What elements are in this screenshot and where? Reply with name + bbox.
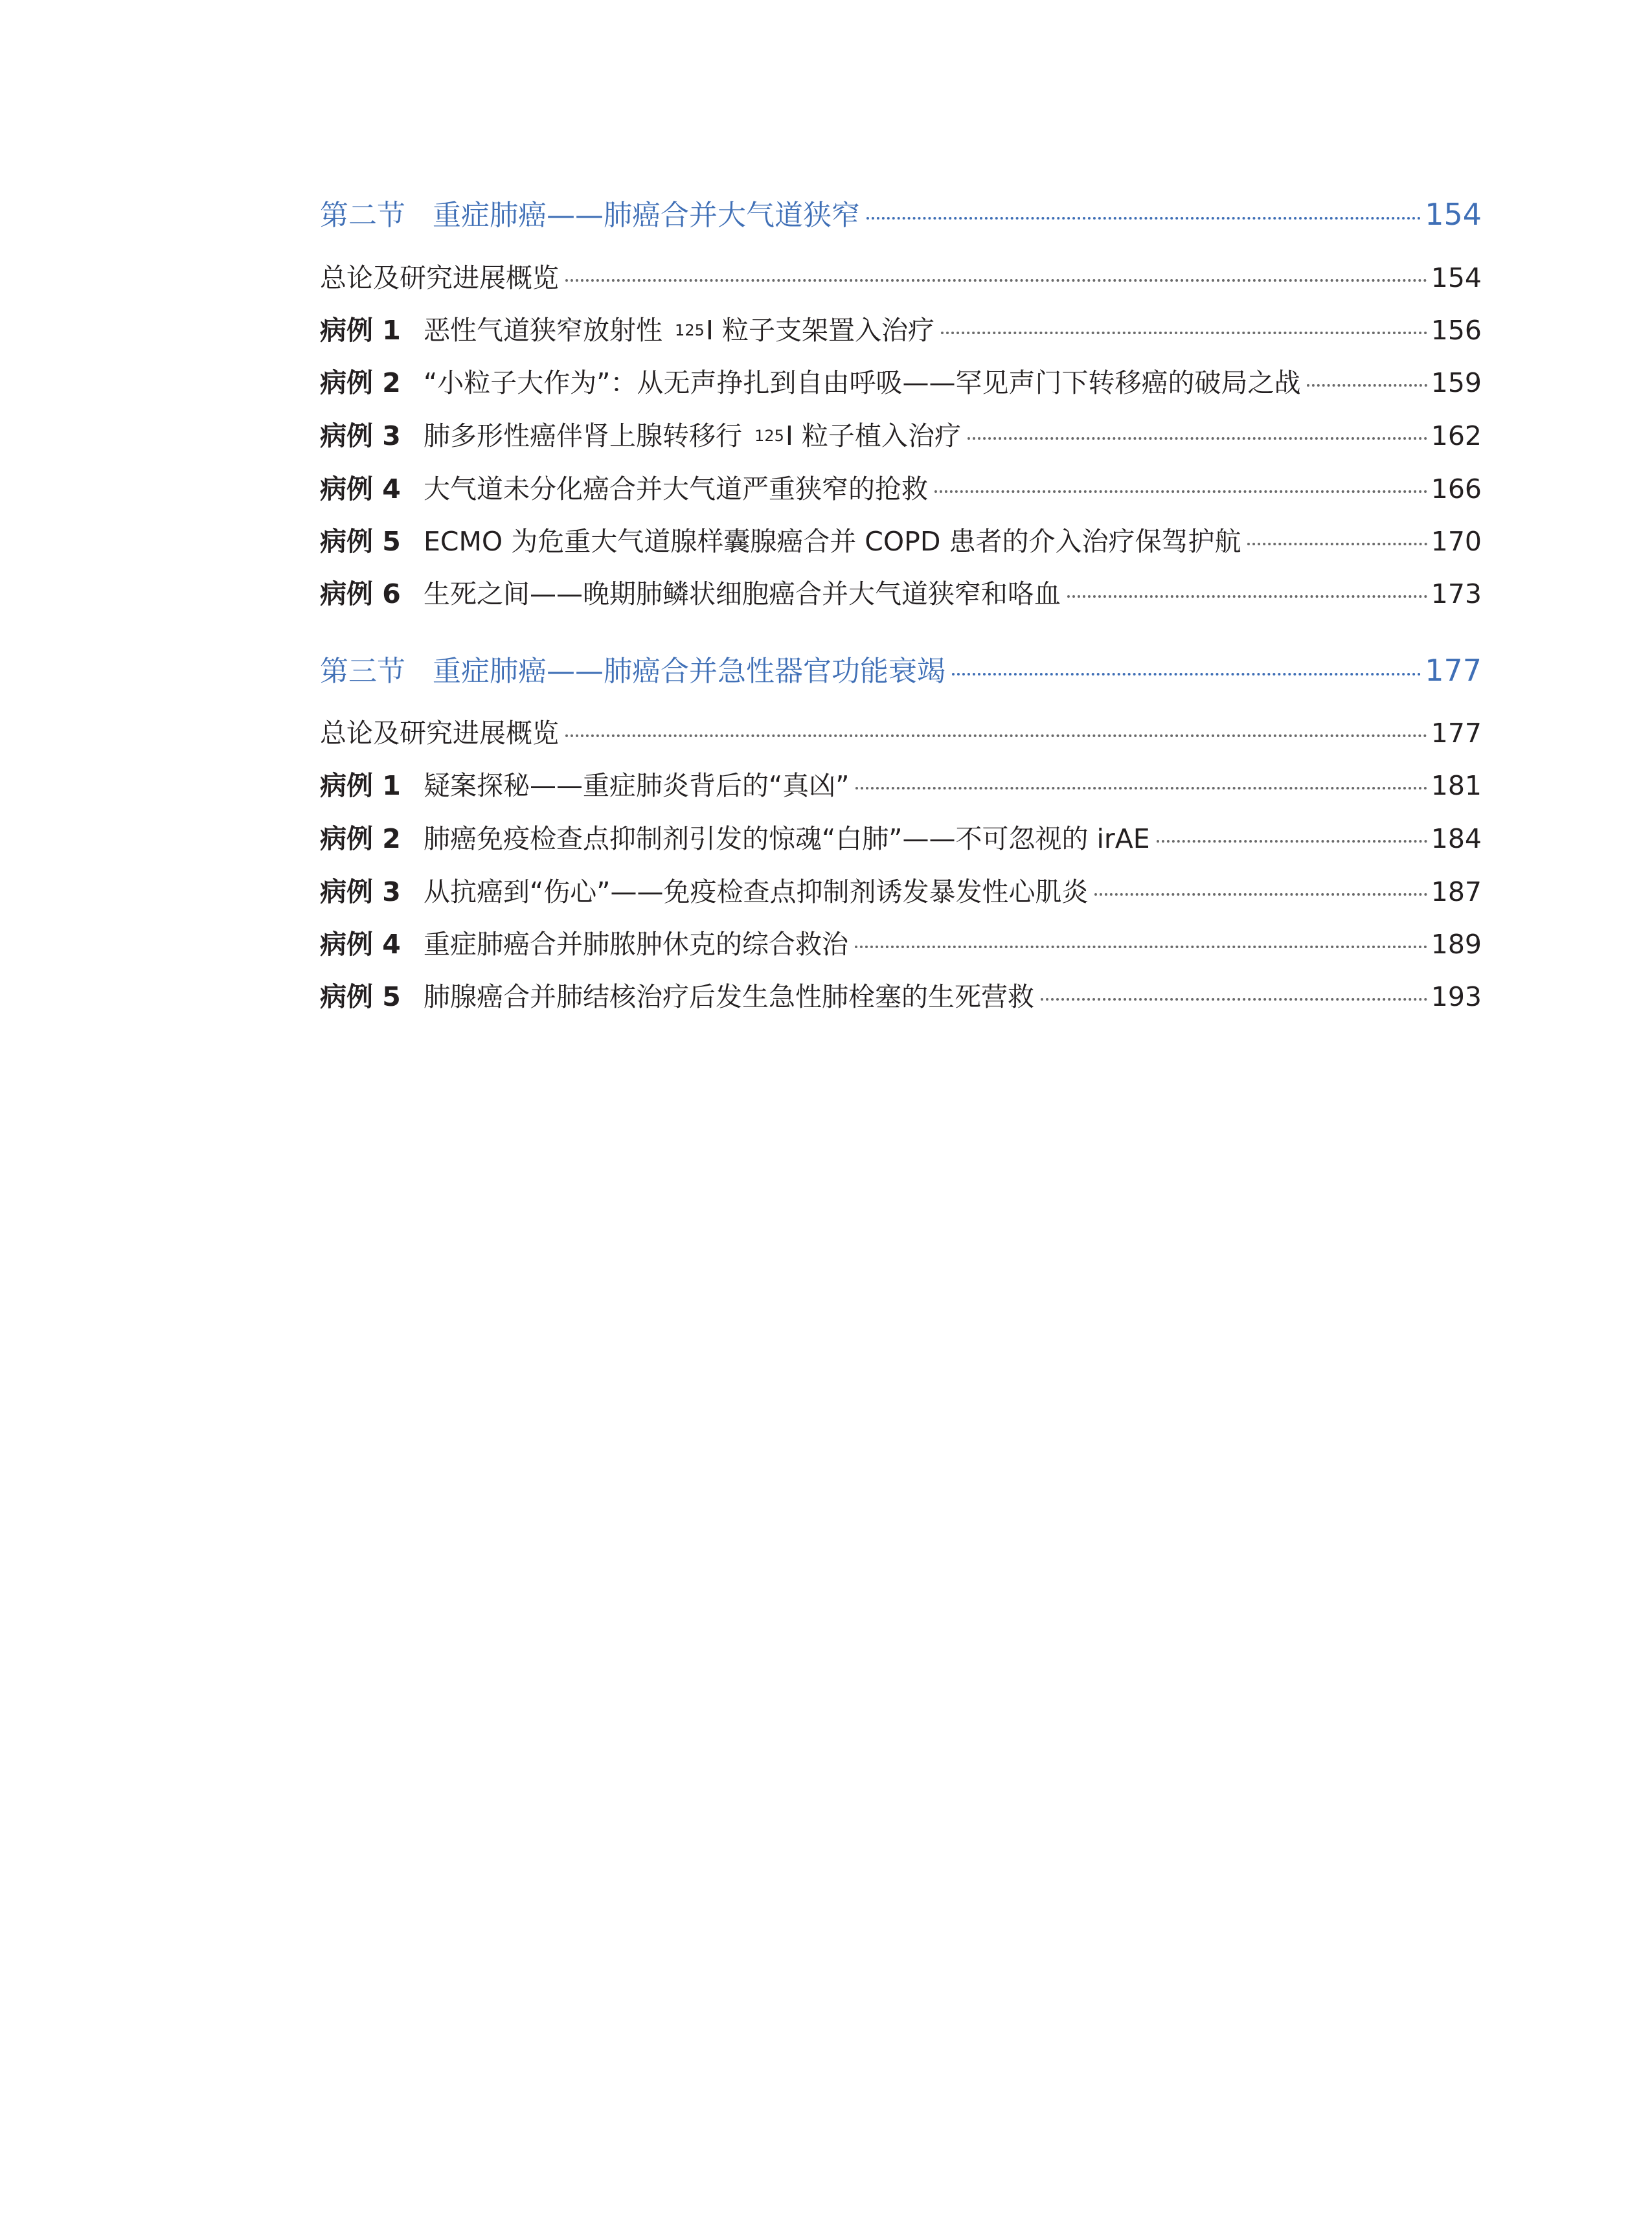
entry-title: 重症肺癌合并肺脓肿休克的综合救治 — [424, 929, 848, 960]
dot-leader — [1067, 595, 1427, 598]
overview-entry[interactable] — [320, 712, 1482, 750]
entry-title: 从抗癌到“伤心”——免疫检查点抑制剂诱发暴发性心肌炎 — [424, 876, 1089, 907]
case-label: 病例 5 — [320, 981, 401, 1012]
section-title: 重症肺癌——肺癌合并急性器官功能衰竭 — [433, 655, 945, 688]
case-entry[interactable] — [320, 309, 1482, 347]
entry-title: 肺腺癌合并肺结核治疗后发生急性肺栓塞的生死营救 — [424, 981, 1034, 1012]
page-number: 173 — [1431, 578, 1482, 609]
entry-title: “小粒子大作为”：从无声挣扎到自由呼吸——罕见声门下转移癌的破局之战 — [424, 367, 1301, 398]
overview-entry[interactable] — [320, 256, 1482, 295]
section-label: 第三节 — [320, 655, 405, 688]
page-number: 184 — [1431, 823, 1482, 854]
case-label: 病例 3 — [320, 876, 401, 907]
page-number: 154 — [1425, 197, 1482, 232]
dot-leader — [952, 673, 1421, 676]
page-number: 156 — [1431, 315, 1482, 346]
case-label: 病例 6 — [320, 578, 401, 609]
case-label: 病例 5 — [320, 526, 401, 557]
dot-leader — [855, 946, 1427, 948]
page-number: 159 — [1431, 367, 1482, 398]
case-entry[interactable] — [320, 520, 1482, 558]
dot-leader — [1041, 998, 1427, 1001]
section-label: 第二节 — [320, 199, 405, 232]
case-label: 病例 2 — [320, 823, 401, 854]
case-entry[interactable] — [320, 468, 1482, 506]
case-label: 病例 3 — [320, 420, 401, 451]
entry-title: 肺癌免疫检查点抑制剂引发的惊魂“白肺”——不可忽视的 irAE — [424, 823, 1150, 854]
dot-leader — [941, 332, 1427, 334]
section-title: 重症肺癌——肺癌合并大气道狭窄 — [433, 199, 860, 232]
dot-leader — [1307, 384, 1427, 387]
case-label: 病例 4 — [320, 929, 401, 960]
dot-leader — [565, 279, 1427, 282]
dot-leader — [866, 217, 1421, 220]
dot-leader — [1094, 893, 1427, 896]
dot-leader — [967, 437, 1427, 440]
case-label: 病例 4 — [320, 473, 401, 505]
page-number: 187 — [1431, 876, 1482, 907]
case-label: 病例 1 — [320, 315, 401, 346]
page-number: 189 — [1431, 929, 1482, 960]
case-entry[interactable] — [320, 817, 1482, 856]
case-entry[interactable] — [320, 870, 1482, 909]
case-entry[interactable] — [320, 573, 1482, 611]
entry-title: 肺多形性癌伴肾上腺转移行 $^{125}$I 粒子植入治疗 — [424, 420, 961, 451]
page-number: 170 — [1431, 526, 1482, 557]
page-number: 154 — [1431, 262, 1482, 293]
entry-title: 恶性气道狭窄放射性 $^{125}$I 粒子支架置入治疗 — [424, 315, 934, 346]
entry-title: 总论及研究进展概览 — [320, 718, 559, 749]
case-label: 病例 1 — [320, 770, 401, 801]
section-heading[interactable] — [320, 192, 1482, 233]
case-entry[interactable] — [320, 764, 1482, 802]
entry-title: ECMO 为危重大气道腺样囊腺癌合并 COPD 患者的介入治疗保驾护航 — [424, 526, 1241, 557]
case-entry[interactable] — [320, 361, 1482, 400]
page-number: 177 — [1425, 653, 1482, 688]
dot-leader — [1247, 543, 1427, 545]
entry-title: 生死之间——晚期肺鳞状细胞癌合并大气道狭窄和咯血 — [424, 578, 1061, 609]
page-number: 193 — [1431, 981, 1482, 1012]
page-number: 177 — [1431, 718, 1482, 749]
entry-title: 总论及研究进展概览 — [320, 262, 559, 293]
dot-leader — [565, 734, 1427, 737]
dot-leader — [934, 490, 1427, 493]
page-number: 181 — [1431, 770, 1482, 801]
isotope-superscript: 125 — [675, 321, 705, 339]
case-label: 病例 2 — [320, 367, 401, 398]
section-heading[interactable] — [320, 648, 1482, 689]
page-number: 162 — [1431, 420, 1482, 451]
isotope-superscript: 125 — [754, 427, 784, 445]
case-entry[interactable] — [320, 415, 1482, 453]
dot-leader — [855, 787, 1427, 789]
page-number: 166 — [1431, 473, 1482, 505]
case-entry[interactable] — [320, 923, 1482, 961]
case-entry[interactable] — [320, 975, 1482, 1014]
dot-leader — [1157, 840, 1427, 843]
entry-title: 大气道未分化癌合并大气道严重狭窄的抢救 — [424, 473, 928, 505]
entry-title: 疑案探秘——重症肺炎背后的“真凶” — [424, 770, 850, 801]
